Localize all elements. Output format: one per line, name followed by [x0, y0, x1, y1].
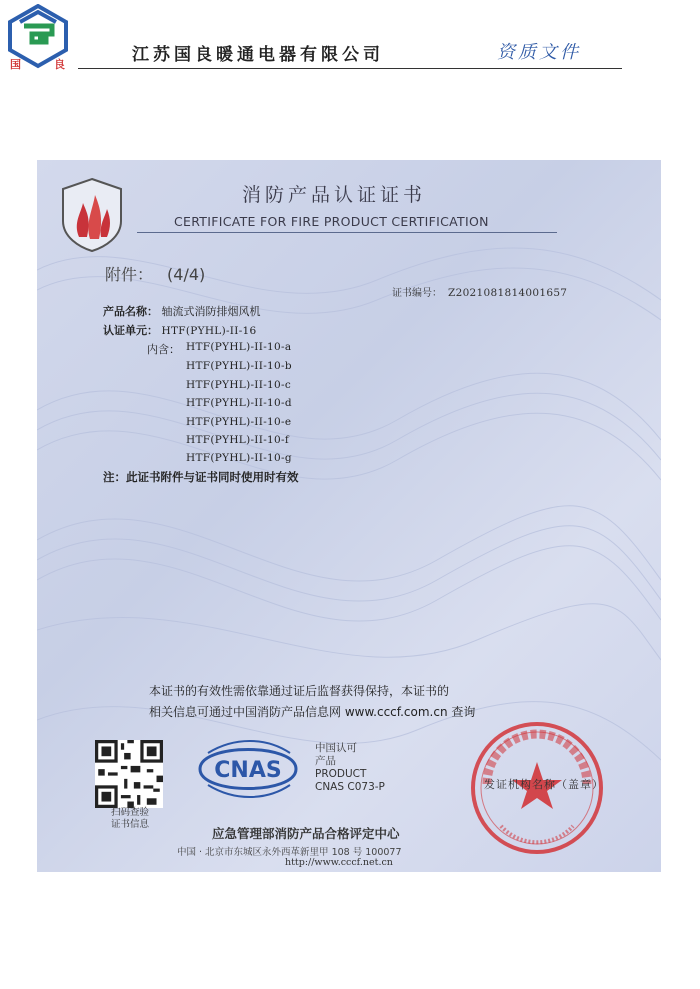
- center-website-link[interactable]: http://www.cccf.net.cn: [285, 857, 393, 868]
- certificate-number-label: 证书编号：: [392, 288, 442, 299]
- qr-caption-line-2: 证书信息: [110, 819, 149, 830]
- qr-code-icon[interactable]: [95, 740, 163, 808]
- certificate-title: 消防产品认证证书: [242, 184, 427, 206]
- product-name-label: 产品名称：: [103, 305, 158, 318]
- content-item: HTF(PYHL)-II-10-g: [186, 452, 292, 464]
- validity-line-1: 本证书的有效性需依靠通过证后监督获得保持，本证书的: [149, 684, 450, 698]
- appendix-page: (4/4): [167, 265, 206, 284]
- unit-row: [103, 322, 257, 338]
- cnas-line-4: CNAS C073-P: [315, 781, 385, 793]
- certificate-note: 注：此证书附件与证书同时使用时有效: [103, 470, 299, 484]
- qr-caption-line-1: 扫码查验: [110, 807, 149, 818]
- fire-emblem-icon: [57, 175, 127, 253]
- logo-char-left: 国: [10, 58, 21, 70]
- content-item: HTF(PYHL)-II-10-a: [186, 341, 292, 353]
- appendix-label: 附件：: [105, 265, 154, 284]
- header-divider: [78, 68, 622, 69]
- company-name: 江苏国良暖通电器有限公司: [132, 45, 384, 65]
- title-divider: [137, 232, 557, 233]
- content-item: HTF(PYHL)-II-10-b: [186, 360, 292, 372]
- content-item: HTF(PYHL)-II-10-f: [186, 434, 290, 446]
- contents-label: 内含：: [147, 343, 180, 356]
- qr-caption: [105, 807, 155, 831]
- certificate: [37, 160, 661, 872]
- content-item: HTF(PYHL)-II-10-c: [186, 379, 292, 391]
- validity-statement: [149, 681, 475, 723]
- certificate-number: [392, 284, 567, 299]
- cnas-logo-text: CNAS: [214, 758, 282, 783]
- logo-char-right: 良: [54, 58, 65, 70]
- cnas-accreditation: [315, 742, 385, 794]
- cnas-logo: [194, 733, 302, 805]
- certificate-title-en: CERTIFICATE FOR FIRE PRODUCT CERTIFICATION: [174, 214, 489, 229]
- document-type: 资质文件: [497, 42, 581, 63]
- unit-value: HTF(PYHL)-II-16: [161, 325, 257, 337]
- product-name-row: [103, 303, 261, 319]
- content-item: HTF(PYHL)-II-10-d: [186, 397, 292, 409]
- validity-line-2: 相关信息可通过中国消防产品信息网 www.cccf.com.cn 查询: [149, 705, 476, 719]
- product-name-value: 轴流式消防排烟风机: [161, 305, 261, 318]
- cnas-line-2: 产品: [315, 755, 336, 767]
- center-address: 中国 · 北京市东城区永外西革新里甲 108 号 100077: [177, 847, 402, 858]
- issuer-label: 发证机构名称（盖章）: [484, 778, 604, 791]
- cnas-line-3: PRODUCT: [315, 768, 367, 780]
- appendix-number: [105, 262, 205, 285]
- company-logo: [4, 4, 72, 70]
- unit-label: 认证单元：: [103, 324, 158, 337]
- cnas-line-1: 中国认可: [315, 742, 357, 754]
- content-item: HTF(PYHL)-II-10-e: [186, 416, 292, 428]
- certificate-number-value: Z2021081814001657: [448, 287, 568, 299]
- certification-center-name: 应急管理部消防产品合格评定中心: [212, 826, 400, 841]
